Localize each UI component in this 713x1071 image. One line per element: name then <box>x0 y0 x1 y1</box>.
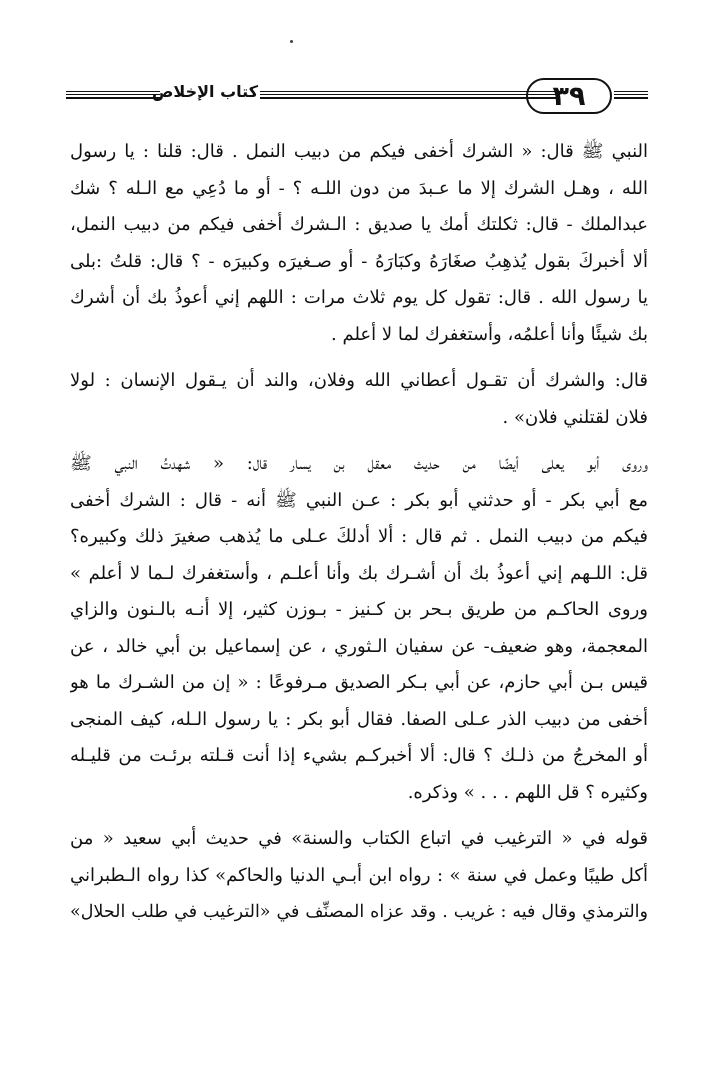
header-rule-middle <box>260 91 560 99</box>
paragraph-4 <box>70 821 648 931</box>
text-line: أخفى من دبيب الذر عـلى الصفا. فقال أبو بكر : يا رسول الـله، كيف المنجى <box>70 708 648 730</box>
page-number: ٣٩ <box>526 78 612 114</box>
text-line: النبي ﷺ قال: « الشرك أخفى فيكم من دبيب النمل . قال: قلنا : يا رسول <box>70 141 648 162</box>
page-header <box>66 76 648 124</box>
text-line: ألا أخبركَ بقول يُذهِبُ صغَارَهُ وكبَارَهُ - أو صـغيرَه وكبيرَه - ؟ قال: قلتُ :بلى <box>70 250 648 272</box>
text-line: الله ، وهـل الشرك إلا ما عـبدَ من دون اللـه ؟ - أو ما دُعِي مع الـله ؟ شك <box>70 177 648 199</box>
text-line: فلان لقتلني فلان» . <box>502 406 648 428</box>
text-line: بك شيئًا وأنا أعلمُه، وأستغفرك لما لا أعلم . <box>331 323 648 345</box>
paragraph-1 <box>70 134 648 353</box>
chapter-title: كتاب الإخلاص <box>151 82 258 101</box>
text-line: وروى الحاكـم من طريق بـحر بن كـنيز - بـوزن كثير، إلا أنـه بالـنون والزاي <box>70 599 648 620</box>
text-line: قل: اللـهم إني أعوذُ بك أن أشـرك بك وأنا أعلـم ، وأستغفرك لـما لا أعلم » <box>70 562 648 584</box>
text-line: وروى أبو يعلى أيضًا من حديث معقل بن يسار قال: « شهدتُ النبي ﷺ <box>70 453 648 474</box>
text-line: والترمذي وقال فيه : غريب . وقد عزاه المصنِّف في «الترغيب في طلب الحلال» <box>70 902 648 922</box>
text-line: وكثيره ؟ قل اللهم . . . » وذكره. <box>407 781 648 803</box>
text-line: يا رسول الله . قال: تقول كل يوم ثلاث مرات : اللهم إني أعوذُ بك أن أشرك <box>70 287 648 308</box>
text-line: فيكم من دبيب النمل . ثم قال : ألا أدلكَ عـلى ما يُذهب صغيرَ ذلك وكبيره؟ <box>70 526 648 547</box>
print-speck <box>290 40 293 43</box>
text-line: أو المخرجُ من ذلـك ؟ قال: ألا أخبركـم بشيء إذا أنت قـلته برئـت من قليـله <box>70 745 648 766</box>
text-line: قيس بـن أبي حازم، عن أبي بـكر الصديق مـرفوعًا : « إن من الشـرك ما هو <box>70 672 648 693</box>
header-rule-right <box>614 91 648 99</box>
paragraph-2 <box>70 363 648 436</box>
header-rule-left <box>66 91 160 99</box>
text-line: عبدالملك - قال: ثكلتك أمك يا صديق : الـشرك أخفى فيكم من دبيب النمل، <box>70 214 648 235</box>
text-line: مع أبي بكر - أو حدثني أبو بكر : عـن النبي ﷺ أنه - قال : الشرك أخفى <box>70 489 648 511</box>
text-line: قال: والشرك أن تقـول أعطاني الله وفلان، والند أن يـقول الإنسان : لولا <box>70 370 648 391</box>
paragraph-3 <box>70 446 648 811</box>
text-line: المعجمة، وهو ضعيف- عن سفيان الـثوري ، عن إسماعيل بن أبي خالد ، عن <box>70 635 648 657</box>
text-line: قوله في « الترغيب في اتباع الكتاب والسنة» في حديث أبي سعيد « من <box>70 828 648 849</box>
text-line: أكل طيبًا وعمل في سنة » : رواه ابن أبـي الدنيا والحاكم» كذا رواه الـطبراني <box>70 864 648 886</box>
page-body <box>70 134 648 931</box>
